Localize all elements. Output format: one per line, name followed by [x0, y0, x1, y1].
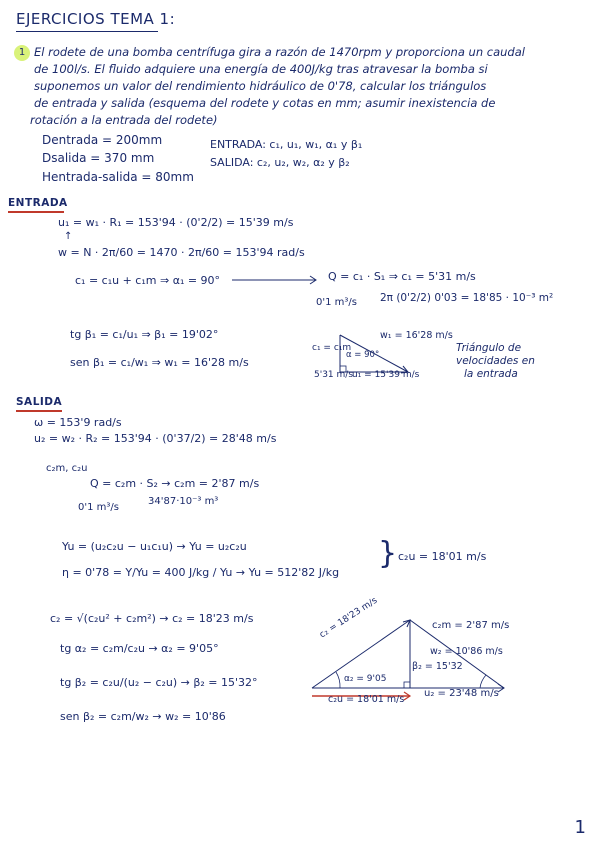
tri-w1-label: w₁ = 16'28 m/s — [380, 330, 453, 341]
statement-line-5: rotación a la entrada del rodete) — [30, 113, 218, 127]
entrada-underline — [8, 211, 64, 213]
eq-w1: sen β₁ = c₁/w₁ ⇒ w₁ = 16'28 m/s — [70, 356, 249, 369]
entrada-heading: ENTRADA — [8, 197, 68, 209]
salida-underline — [16, 410, 62, 412]
tri-c2u-label: c₂u = 18'01 m/s — [328, 694, 405, 705]
statement-line-3: suponemos un valor del rendimiento hidráulico de 0'78, calcular los triángulos — [34, 79, 487, 93]
triangle-note-line-1: Triángulo de — [456, 342, 522, 354]
eq-omega-salida: ω = 153'9 rad/s — [34, 416, 122, 429]
exercise-number: 1 — [14, 45, 30, 61]
tri-alpha2-label: α₂ = 9'05 — [344, 674, 387, 684]
c2u-result: c₂u = 18'01 m/s — [398, 550, 487, 563]
eq-u1: u₁ = w₁ · R₁ = 153'94 · (0'2/2) = 15'39 m/s — [58, 216, 294, 229]
tri-u1-label: u₁ = 15'39 m/s — [352, 370, 420, 380]
tri-u2-label: u₂ = 23'48 m/s — [424, 688, 499, 699]
tri-c1-label: c₁ = c₁m — [312, 343, 352, 353]
page-title: EJERCICIOS TEMA 1: — [16, 10, 176, 28]
title-underline — [16, 31, 158, 32]
data-h-entrada-salida: Hentrada-salida = 80mm — [42, 170, 194, 184]
s2-note: 34'87·10⁻³ m³ — [148, 496, 219, 507]
arrow-up-icon: ↑ — [64, 231, 73, 242]
salida-unknowns: SALIDA: c₂, u₂, w₂, α₂ y β₂ — [210, 156, 350, 169]
statement-line-1: El rodete de una bomba centrífuga gira a razón de 1470rpm y proporciona un caudal — [34, 45, 525, 59]
eq-alpha2: tg α₂ = c₂m/c₂u → α₂ = 9'05° — [60, 642, 219, 655]
eq-eta: η = 0'78 = Y/Yu = 400 J/kg / Yu → Yu = 512'82 J/kg — [62, 566, 340, 579]
tri-beta2-label: β₂ = 15'32 — [412, 661, 463, 672]
statement-line-4: de entrada y salida (esquema del rodete y cotas en mm; asumir inexistencia de — [34, 96, 496, 110]
eq-c1: c₁ = c₁u + c₁m ⇒ α₁ = 90° — [75, 274, 221, 287]
eq-beta2: tg β₂ = c₂u/(u₂ − c₂u) → β₂ = 15'32° — [60, 676, 258, 689]
s1-note: 2π (0'2/2) 0'03 = 18'85 · 10⁻³ m² — [380, 292, 554, 304]
statement-line-2: de 100l/s. El fluido adquiere una energía de 400J/kg tras atravesar la bomba si — [34, 62, 488, 76]
data-d-salida: Dsalida = 370 mm — [42, 151, 155, 165]
triangle-note-line-2: velocidades en — [456, 355, 535, 367]
curly-brace-icon: } — [378, 536, 398, 571]
triangle-note-line-3: la entrada — [464, 368, 518, 380]
tri-c2m-label: c₂m = 2'87 m/s — [432, 620, 510, 631]
entrada-unknowns: ENTRADA: c₁, u₁, w₁, α₁ y β₁ — [210, 138, 363, 151]
tri-c1-value: 5'31 m/s — [314, 370, 354, 380]
tri-c2-label: c₂ = 18'23 m/s — [318, 595, 380, 641]
eq-beta1: tg β₁ = c₁/u₁ ⇒ β₁ = 19'02° — [70, 328, 219, 341]
eq-c2: c₂ = √(c₂u² + c₂m²) → c₂ = 18'23 m/s — [50, 612, 254, 625]
data-d-entrada: Dentrada = 200mm — [42, 133, 163, 147]
eq-q-salida: Q = c₂m · S₂ → c₂m = 2'87 m/s — [90, 477, 260, 490]
eq-u2: u₂ = w₂ · R₂ = 153'94 · (0'37/2) = 28'48 m/s — [34, 432, 277, 445]
q-value-note: 0'1 m³/s — [316, 297, 357, 308]
page-number: 1 — [574, 817, 586, 838]
eq-yu: Yu = (u₂c₂u − u₁c₁u) → Yu = u₂c₂u — [62, 540, 247, 553]
salida-heading: SALIDA — [16, 396, 63, 408]
arrow-right-icon — [232, 272, 322, 288]
q-labels: c₂m, c₂u — [46, 463, 88, 474]
q-note-salida: 0'1 m³/s — [78, 502, 119, 513]
tri-w2-label: w₂ = 10'86 m/s — [430, 646, 503, 657]
eq-q-entrada: Q = c₁ · S₁ ⇒ c₁ = 5'31 m/s — [328, 270, 476, 283]
eq-omega: w = N · 2π/60 = 1470 · 2π/60 = 153'94 rad/s — [58, 246, 305, 259]
eq-w2: sen β₂ = c₂m/w₂ → w₂ = 10'86 — [60, 710, 226, 723]
tri-alpha-label: α = 90° — [346, 350, 380, 360]
